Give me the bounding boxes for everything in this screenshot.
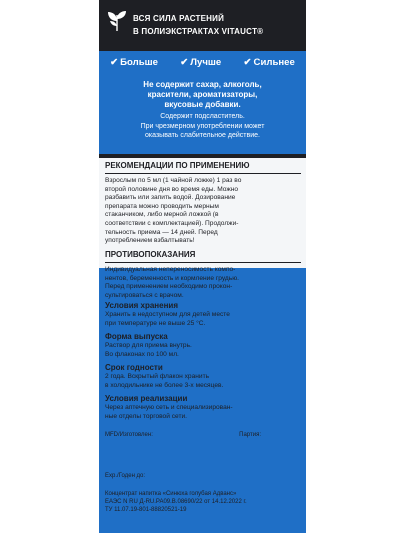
benefit-label: Сильнее [253,57,295,68]
certificate-line: ЕАЭС N RU Д-RU.PA09.B.08690/22 от 14.12.2022 г. [105,499,247,505]
brand-slogan [133,12,303,38]
leaf-icon [105,9,129,33]
check-icon: ✔ [243,57,252,68]
shelf-life-section [105,363,301,390]
check-icon: ✔ [180,57,189,68]
text-line: Индивидуальная непереносимость компо- [105,266,236,273]
benefit-label: Больше [120,57,158,68]
text-line: Хранить в недоступном для детей месте [105,311,230,318]
text-line: 2 года. Вскрытый флакон хранить [105,373,210,380]
product-name: Концентрат напитка «Синюха голубая Адванс» [105,491,237,497]
mfd-label: MFD/Изготовлен: [105,432,153,438]
text-line: употреблением взбалтывать! [105,237,195,245]
expiry-row [105,472,301,480]
brand-band [99,0,306,51]
benefit-label: Лучше [190,57,222,68]
brand-line-1: ВСЯ СИЛА РАСТЕНИЙ [133,14,225,23]
text-line: второй половине дня во время еды. Можно [105,185,239,193]
section-title: Условия хранения [105,301,178,310]
sweetener-note: Содержит подсластитель. [160,113,245,120]
lot-label: Партия: [239,432,261,438]
text-line: разбавить или запить водой. Дозирование [105,194,236,202]
exp-label: Exp./Годен до: [105,473,146,479]
contraindications-section [105,250,301,300]
check-icon: ✔ [110,57,119,68]
section-title: ПРОТИВОПОКАЗАНИЯ [105,250,301,263]
warning-line: При чрезмерном употреблении может [140,123,265,130]
standard-line: ТУ 11.07.19-801-88820521-19 [105,507,187,513]
section-title: Срок годности [105,363,163,372]
benefit-item-3 [244,57,295,75]
section-title: Условия реализации [105,394,188,403]
text-line: соответствии с комплектацией). Продолжи- [105,219,239,227]
footer-block [105,490,301,514]
storage-section [105,301,301,328]
batch-fields-row [105,431,301,439]
claim-line: красители, ароматизаторы, [147,90,258,99]
claims-block [105,80,300,140]
text-line: препарата можно проводить мерным [105,202,219,210]
text-line: Через аптечную сеть и специализирован- [105,404,233,411]
text-line: в холодильнике не более 3-х месяцев. [105,381,224,389]
recommendations-section [105,161,301,246]
form-section [105,332,301,359]
text-line: Перед применением необходимо прокон- [105,283,233,291]
warning-line: оказывать слабительное действие. [145,132,260,139]
section-title: РЕКОМЕНДАЦИИ ПО ПРИМЕНЕНИЮ [105,161,301,174]
text-line: тельность приема — 14 дней. Перед [105,228,218,236]
text-line: ные отделы торговой сети. [105,412,188,420]
text-line: при температуре не выше 25 °С. [105,319,206,327]
benefits-row [99,57,306,75]
sale-section [105,394,301,421]
text-line: нентов, беременность и кормление грудью. [105,274,239,282]
text-line: Взрослым по 5 мл (1 чайной ложке) 1 раз во [105,177,242,184]
package-box [99,0,306,533]
benefit-item-1 [110,57,158,75]
section-title: Форма выпуска [105,332,168,341]
text-line: Во флаконах по 100 мл. [105,350,179,358]
text-line: сультироваться с врачом. [105,291,184,299]
text-line: Раствор для приема внутрь. [105,342,192,349]
claim-line: вкусовые добавки. [164,100,241,109]
benefit-item-2 [180,57,221,75]
text-line: стаканчиком, либо мерной ложкой (в [105,211,219,219]
brand-line-2: В ПОЛИЭКСТРАКТАХ VITAUCT® [133,27,264,36]
claim-line: Не содержит сахар, алкоголь, [143,80,262,89]
